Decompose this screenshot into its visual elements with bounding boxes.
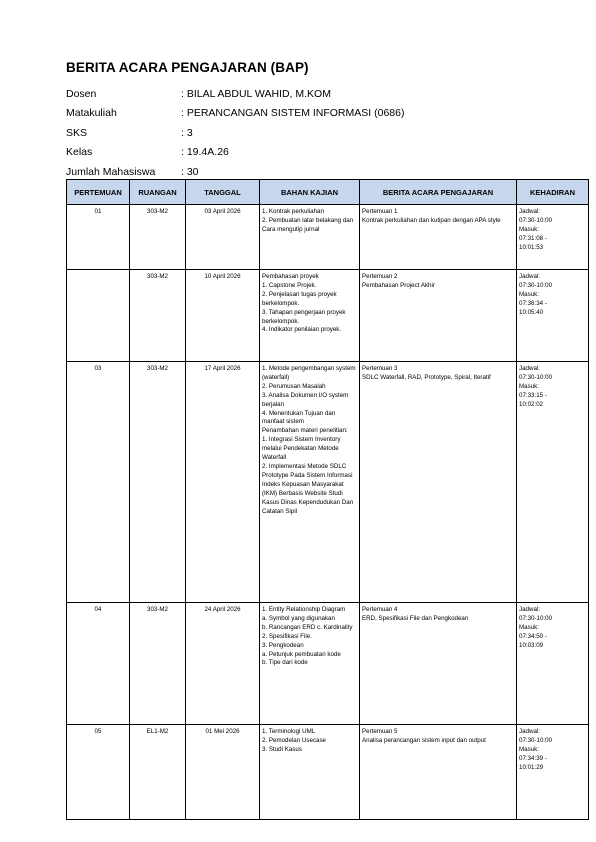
info-value: : 3 [181,126,193,139]
info-label: SKS [66,126,88,139]
info-row-sks [66,123,404,143]
column-header-ruangan: RUANGAN [130,180,186,205]
info-row-kelas [66,143,404,163]
cell-tanggal: 17 April 2026 [186,362,260,603]
table-row [67,603,589,725]
cell-kehadiran: Jadwal: 07:30-10:00 Masuk: 07:34:50 - 10:03:09 [517,603,589,725]
cell-pertemuan [67,270,130,362]
cell-pertemuan: 01 [67,205,130,270]
column-header-kehadiran: KEHADIRAN [517,180,589,205]
cell-ruangan: EL1-M2 [130,725,186,820]
cell-berita-acara: Pertemuan 3 SDLC Waterfall, RAD, Prototype, Spiral, Iteratif [360,362,517,603]
cell-ruangan: 303-M2 [130,270,186,362]
table-row [67,205,589,270]
cell-kehadiran: Jadwal: 07:30-10:00 Masuk: 07:31:08 - 10:01:53 [517,205,589,270]
cell-berita-acara: Pertemuan 5 Analisa perancangan sistem input dan output [360,725,517,820]
column-header-bahan-kajian: BAHAN KAJIAN [260,180,360,205]
info-value: : BILAL ABDUL WAHID, M.KOM [181,87,331,100]
info-label: Jumlah Mahasiswa [66,165,156,178]
cell-berita-acara: Pertemuan 2 Pembahasan Project Akhir [360,270,517,362]
table-header-row [67,180,589,205]
cell-tanggal: 24 April 2026 [186,603,260,725]
table-row [67,725,589,820]
column-header-pertemuan: PERTEMUAN [67,180,130,205]
cell-ruangan: 303-M2 [130,362,186,603]
cell-pertemuan: 04 [67,603,130,725]
cell-bahan-kajian: 1. Kontrak perkuliahan 2. Pembuatan latar belakang dan Cara mengutip jurnal [260,205,360,270]
info-value: : 30 [181,165,199,178]
cell-kehadiran: Jadwal: 07:30-10:00 Masuk: 07:36:34 - 10:05:40 [517,270,589,362]
table-row [67,270,589,362]
cell-berita-acara: Pertemuan 4 ERD, Spesifikasi File dan Pengkodean [360,603,517,725]
table-row [67,362,589,603]
cell-berita-acara: Pertemuan 1 Kontrak perkuliahan dan kutipan dengan APA style [360,205,517,270]
info-row-dosen [66,84,404,104]
info-block [66,84,404,182]
cell-tanggal: 10 April 2026 [186,270,260,362]
document-title: BERITA ACARA PENGAJARAN (BAP) [66,60,309,75]
cell-bahan-kajian: 1. Entity Relationship Diagram a. Symbol yang digunakan b. Rancangan ERD c. Kardinality 2. Spesifikasi File. 3. Pengkodean a. Petunjuk pembuatan kode b. Tipe dari kode [260,603,360,725]
column-header-tanggal: TANGGAL [186,180,260,205]
info-label: Kelas [66,146,93,159]
cell-bahan-kajian: 1. Terminologi UML 2. Pemodelan Usecase 3. Studi Kasus [260,725,360,820]
info-label: Dosen [66,87,97,100]
cell-pertemuan: 05 [67,725,130,820]
cell-pertemuan: 03 [67,362,130,603]
cell-tanggal: 03 April 2026 [186,205,260,270]
cell-bahan-kajian: Pembahasan proyek 1. Capstone Projek. 2. Penjelasan tugas proyek berkelompok. 3. Tahapan pengerjaan proyek berkelompok. 4. Indikator penilaian proyek. [260,270,360,362]
cell-ruangan: 303-M2 [130,603,186,725]
bap-table [66,179,589,820]
cell-kehadiran: Jadwal: 07:30-10:00 Masuk: 07:34:39 - 10:01:29 [517,725,589,820]
cell-kehadiran: Jadwal: 07:30-10:00 Masuk: 07:33:15 - 10:02:02 [517,362,589,603]
info-value: : PERANCANGAN SISTEM INFORMASI (0686) [181,107,405,120]
cell-tanggal: 01 Mei 2026 [186,725,260,820]
cell-bahan-kajian: 1. Metode pengembangan system (waterfall) 2. Perumusan Masalah 3. Analisa Dokumen I/O system berjalan 4. Menentukan Tujuan dan manfaat sistem Penambahan materi penelitian: 1. Integrasi Sistem Inventory melalui Pendekatan Metode Waterfall 2. Implementasi Metode SDLC Prototype Pada Sistem Informasi Indeks Kepuasan Masyarakat (IKM) Berbasis Website Studi Kasus Dinas Kependudukan Dan Catatan Sipil [260,362,360,603]
cell-ruangan: 303-M2 [130,205,186,270]
info-value: : 19.4A.26 [181,146,229,159]
column-header-berita-acara: BERITA ACARA PENGAJARAN [360,180,517,205]
info-label: Matakuliah [66,107,117,120]
info-row-matakuliah [66,104,404,124]
